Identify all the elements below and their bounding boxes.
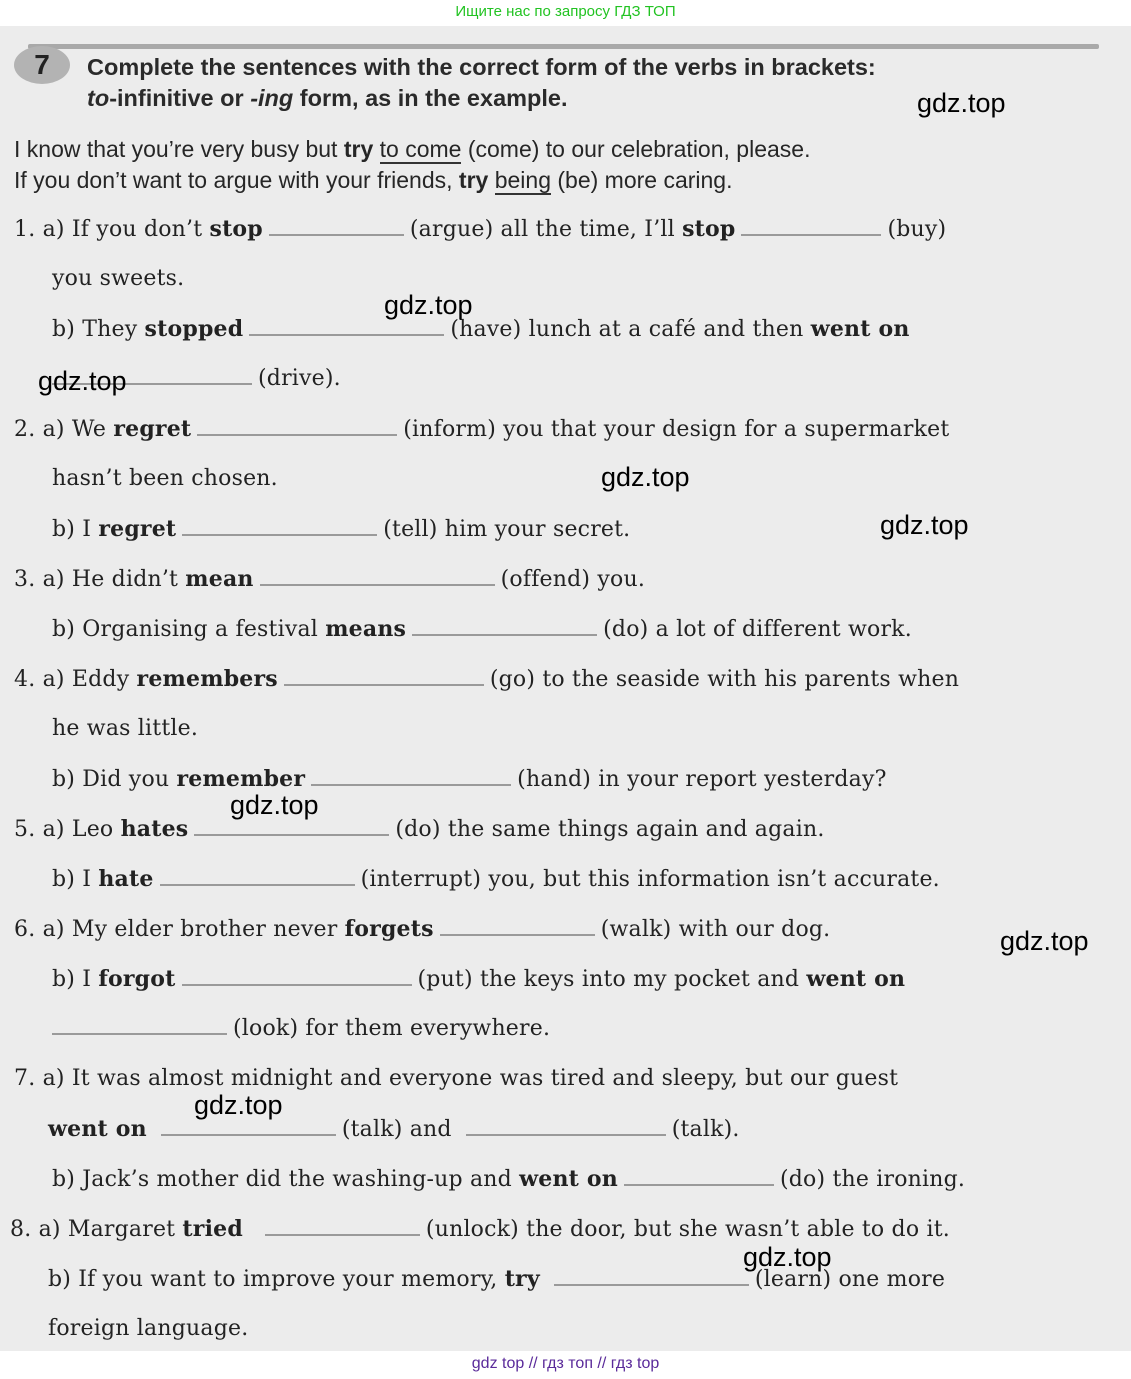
item-8b-cont: foreign language. (48, 1316, 249, 1341)
key-verb: went on (519, 1166, 618, 1192)
answer-blank[interactable] (440, 933, 595, 936)
key-verb: went on (810, 316, 910, 342)
instruction-italic-ing: -ing (250, 85, 294, 111)
sentence-text: (argue) all the time, I’ll (409, 217, 683, 242)
example-key-verb: try (343, 136, 374, 162)
key-verb: hate (98, 866, 154, 892)
example-answer: being (494, 167, 551, 193)
item-1a (14, 216, 1099, 242)
instruction-text: -infinitive or (109, 85, 251, 111)
item-6a (14, 916, 830, 942)
sentence-text: b) Did you (52, 767, 177, 792)
item-6b-cont (52, 1016, 550, 1041)
sentence-text: (buy) (887, 217, 947, 242)
key-verb: stop (682, 216, 736, 242)
key-verb: went on (806, 966, 906, 992)
sentence-text: a) Leo (42, 817, 121, 842)
item-7a-cont (48, 1116, 740, 1142)
sentence-text: a) My elder brother never (42, 917, 345, 942)
answer-blank[interactable] (269, 233, 404, 236)
answer-blank[interactable] (194, 833, 389, 836)
sentence-text: (inform) you that your design for a supermarket (403, 417, 950, 442)
section-divider (28, 44, 1099, 49)
sentence-text: (drive). (258, 366, 341, 391)
item-2a-cont: hasn’t been chosen. (52, 466, 278, 491)
sentence-text: a) He didn’t (42, 567, 186, 592)
item-1a-cont: you sweets. (52, 266, 185, 291)
sentence-text: a) It was almost midnight and everyone was tired and sleepy, but our guest (42, 1066, 899, 1091)
key-verb: regret (98, 516, 177, 542)
watermark: gdz.top (743, 1242, 832, 1272)
item-7a (14, 1066, 898, 1091)
key-verb: means (325, 616, 407, 642)
item-4a (14, 666, 959, 692)
item-number: 7. (14, 1066, 36, 1091)
sentence-text: (tell) him your secret. (383, 517, 631, 542)
sentence-text: (talk). (671, 1117, 740, 1142)
item-7b (52, 1166, 965, 1192)
key-verb: regret (113, 416, 192, 442)
bottom-search-banner[interactable]: gdz top // гдз топ // гдз top (0, 1351, 1131, 1379)
example-text: I know that you’re very busy but (14, 136, 344, 162)
example-answer: to come (379, 136, 462, 162)
sentence-text: (put) the keys into my pocket and (417, 967, 807, 992)
item-6b (52, 966, 1099, 992)
item-3a (14, 566, 645, 592)
answer-blank[interactable] (466, 1133, 666, 1136)
sentence-text: b) I (52, 867, 99, 892)
watermark: gdz.top (38, 366, 127, 396)
sentence-text: b) Organising a festival (52, 617, 326, 642)
answer-blank[interactable] (182, 533, 377, 536)
watermark: gdz.top (230, 790, 319, 820)
sentence-text: b) I (52, 517, 99, 542)
sentence-text: (look) for them everywhere. (233, 1016, 551, 1041)
instruction-text: form, as in the example. (293, 85, 568, 111)
item-8a (10, 1216, 950, 1242)
answer-blank[interactable] (311, 783, 511, 786)
answer-blank[interactable] (197, 433, 397, 436)
sentence-text: (learn) one more (754, 1267, 946, 1292)
key-verb: hates (120, 816, 189, 842)
sentence-text: a) Margaret (38, 1217, 183, 1242)
sentence-text: a) Eddy (42, 667, 137, 692)
answer-blank[interactable] (284, 683, 484, 686)
sentence-text: b) If you want to improve your memory, (48, 1267, 505, 1292)
key-verb: went on (48, 1116, 147, 1142)
sentence-text: (do) the ironing. (779, 1167, 966, 1192)
example-sentence-2 (14, 167, 733, 194)
sentence-text: (talk) and (341, 1117, 452, 1142)
sentence-text: (unlock) the door, but she wasn’t able to do it. (425, 1217, 950, 1242)
key-verb: stop (209, 216, 263, 242)
item-2a (14, 416, 949, 442)
sentence-text: a) If you don’t (42, 217, 210, 242)
sentence-text: (interrupt) you, but this information isn’t accurate. (360, 867, 940, 892)
example-text: If you don’t want to argue with your friends, (14, 167, 459, 193)
item-5b (52, 866, 940, 892)
item-number: 5. (14, 817, 36, 842)
watermark: gdz.top (1000, 926, 1089, 956)
item-number: 4. (14, 667, 36, 692)
exercise-number-badge: 7 (14, 46, 70, 84)
example-text: (come) to our celebration, please. (461, 136, 811, 162)
sentence-text: (do) the same things again and again. (395, 817, 825, 842)
key-verb: stopped (144, 316, 244, 342)
key-verb: forgot (98, 966, 176, 992)
item-4a-cont: he was little. (52, 716, 199, 741)
answer-blank[interactable] (412, 633, 597, 636)
instruction-italic-to: to (87, 85, 110, 111)
key-verb: remember (176, 766, 306, 792)
top-search-banner[interactable]: Ищите нас по запросу ГДЗ ТОП (0, 0, 1131, 26)
answer-blank[interactable] (161, 1133, 336, 1136)
answer-blank[interactable] (249, 333, 444, 336)
sentence-text: b) Jack’s mother did the washing-up and (52, 1167, 520, 1192)
answer-blank[interactable] (182, 983, 412, 986)
key-verb: try (504, 1266, 540, 1292)
item-4b (52, 766, 887, 792)
example-text: (be) more caring. (550, 167, 733, 193)
sentence-text: (offend) you. (500, 567, 646, 592)
watermark: gdz.top (601, 462, 690, 492)
answer-blank[interactable] (260, 583, 495, 586)
key-verb: forgets (344, 916, 434, 942)
example-sentence-1 (14, 136, 810, 163)
item-2b (52, 516, 630, 542)
key-verb: mean (185, 566, 254, 592)
key-verb: remembers (136, 666, 278, 692)
answer-blank[interactable] (265, 1233, 420, 1236)
sentence-text: b) They (52, 317, 145, 342)
instruction-line-1: Complete the sentences with the correct form of the verbs in brackets: (87, 54, 876, 80)
item-number: 2. (14, 417, 36, 442)
item-number: 6. (14, 917, 36, 942)
item-number: 1. (14, 217, 36, 242)
item-3b (52, 616, 912, 642)
answer-blank[interactable] (554, 1283, 749, 1286)
sentence-text: b) I (52, 967, 99, 992)
watermark: gdz.top (384, 290, 473, 320)
sentence-text: (hand) in your report yesterday? (517, 767, 887, 792)
answer-blank[interactable] (52, 1032, 227, 1035)
watermark: gdz.top (917, 88, 1006, 118)
sentence-text: (have) lunch at a café and then (450, 317, 811, 342)
sentence-text: (walk) with our dog. (600, 917, 831, 942)
sentence-text: (go) to the seaside with his parents when (489, 667, 960, 692)
answer-blank[interactable] (160, 883, 355, 886)
example-key-verb: try (458, 167, 489, 193)
watermark: gdz.top (880, 510, 969, 540)
instruction-line-2 (87, 85, 568, 112)
item-5a (14, 816, 825, 842)
sentence-text: a) We (42, 417, 114, 442)
sentence-text: (do) a lot of different work. (603, 617, 912, 642)
key-verb: tried (182, 1216, 243, 1242)
item-number: 8. (10, 1217, 32, 1242)
answer-blank[interactable] (624, 1183, 774, 1186)
item-1b (52, 316, 910, 342)
watermark: gdz.top (194, 1090, 283, 1120)
answer-blank[interactable] (741, 233, 881, 236)
item-number: 3. (14, 567, 36, 592)
